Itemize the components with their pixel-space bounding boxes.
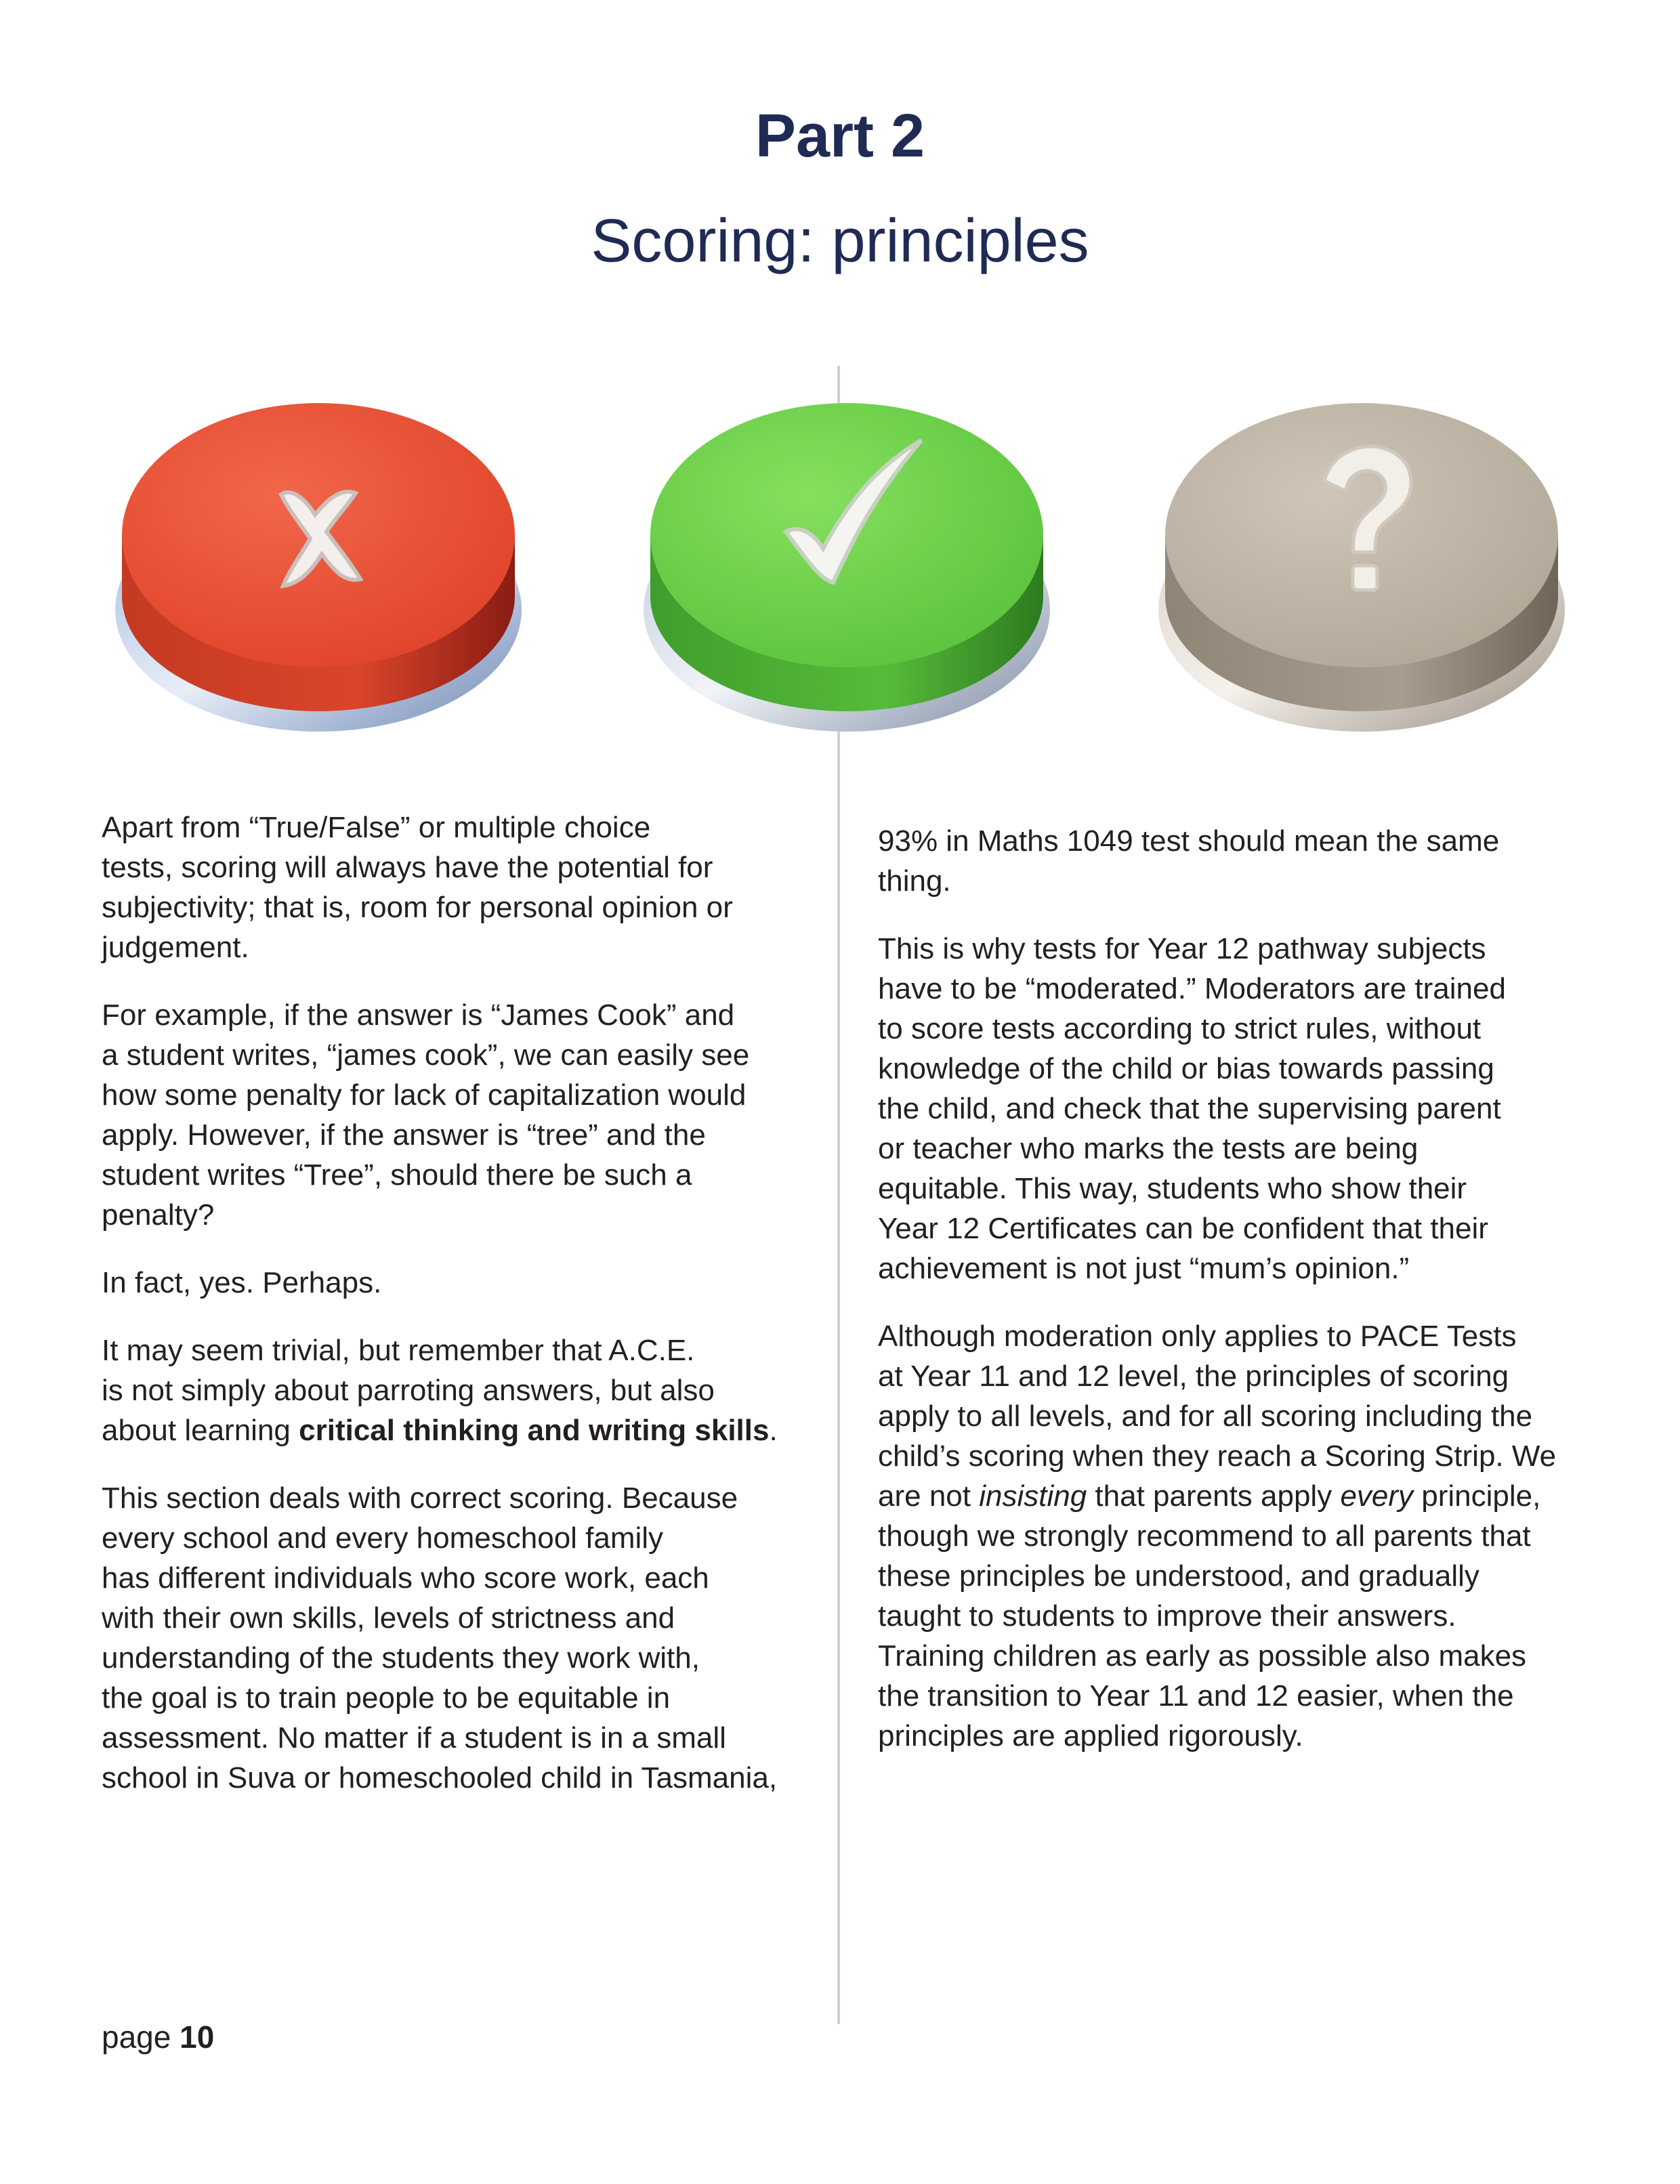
left-column xyxy=(102,807,820,1826)
paragraph: This section deals with correct scoring. Because every school and every homeschool family has different individuals who score work, each with their own skills, levels of strictness and understanding of the students they work with, the goal is to train people to be equitable in assessment. No matter if a student is in a small school in Suva or homeschooled child in Tasmania, xyxy=(102,1482,778,1794)
page-number: 10 xyxy=(180,2019,215,2055)
incorrect-button-image xyxy=(108,379,528,732)
text-run: principle, though we strongly recommend to all parents that these principles be understood, and gradually taught to students to improve their answers. Training children as early as possible also makes the transition to Year 11 and 12 easier, when the principles are applied rigorously. xyxy=(878,1479,1541,1752)
paragraph: This is why tests for Year 12 pathway subjects have to be “moderated.” Moderators are trained to score tests according to strict rules, without knowledge of the child or bias towards passing the child, and check that the supervising parent or teacher who marks the tests are being equitable. This way, students who show their Year 12 Certificates can be confident that their achievement is not just “mum’s opinion.” xyxy=(878,932,1506,1285)
page-title: Part 2 xyxy=(755,102,925,170)
text-run: . xyxy=(769,1414,778,1447)
paragraph xyxy=(878,1316,1596,1756)
paragraph xyxy=(102,1330,820,1450)
text-run: that parents apply xyxy=(1087,1479,1341,1513)
score-buttons-illustration xyxy=(0,379,1680,772)
right-column xyxy=(878,821,1596,1784)
italic-word: every xyxy=(1340,1479,1414,1513)
bold-phrase: critical thinking and writing skills xyxy=(299,1414,770,1447)
italic-word: insisting xyxy=(979,1479,1087,1513)
paragraph: In fact, yes. Perhaps. xyxy=(102,1266,382,1299)
text-run: It may seem trivial, but remember that A.C.E. is not simply about parroting answers, but also about learning xyxy=(102,1334,715,1447)
paragraph: Apart from “True/False” or multiple choice tests, scoring will always have the potential for subjectivity; that is, room for personal opinion or judgement. xyxy=(102,811,733,964)
correct-button-image xyxy=(637,379,1057,732)
paragraph: 93% in Maths 1049 test should mean the same thing. xyxy=(878,824,1500,898)
unsure-button-image xyxy=(1152,379,1572,732)
page-footer xyxy=(102,2019,214,2055)
page-subtitle: Scoring: principles xyxy=(591,207,1089,275)
page-label: page xyxy=(102,2019,171,2055)
paragraph: For example, if the answer is “James Cook” and a student writes, “james cook”, we can easily see how some penalty for lack of capitalization would apply. However, if the answer is “tree” and the student writes “Tree”, should there be such a penalty? xyxy=(102,999,750,1232)
text-run: Although moderation only applies to PACE Tests at Year 11 and 12 level, the principles of scoring apply to all levels, and for all scoring including the child’s scoring when they reach a Scoring Strip. We are not xyxy=(878,1320,1557,1513)
